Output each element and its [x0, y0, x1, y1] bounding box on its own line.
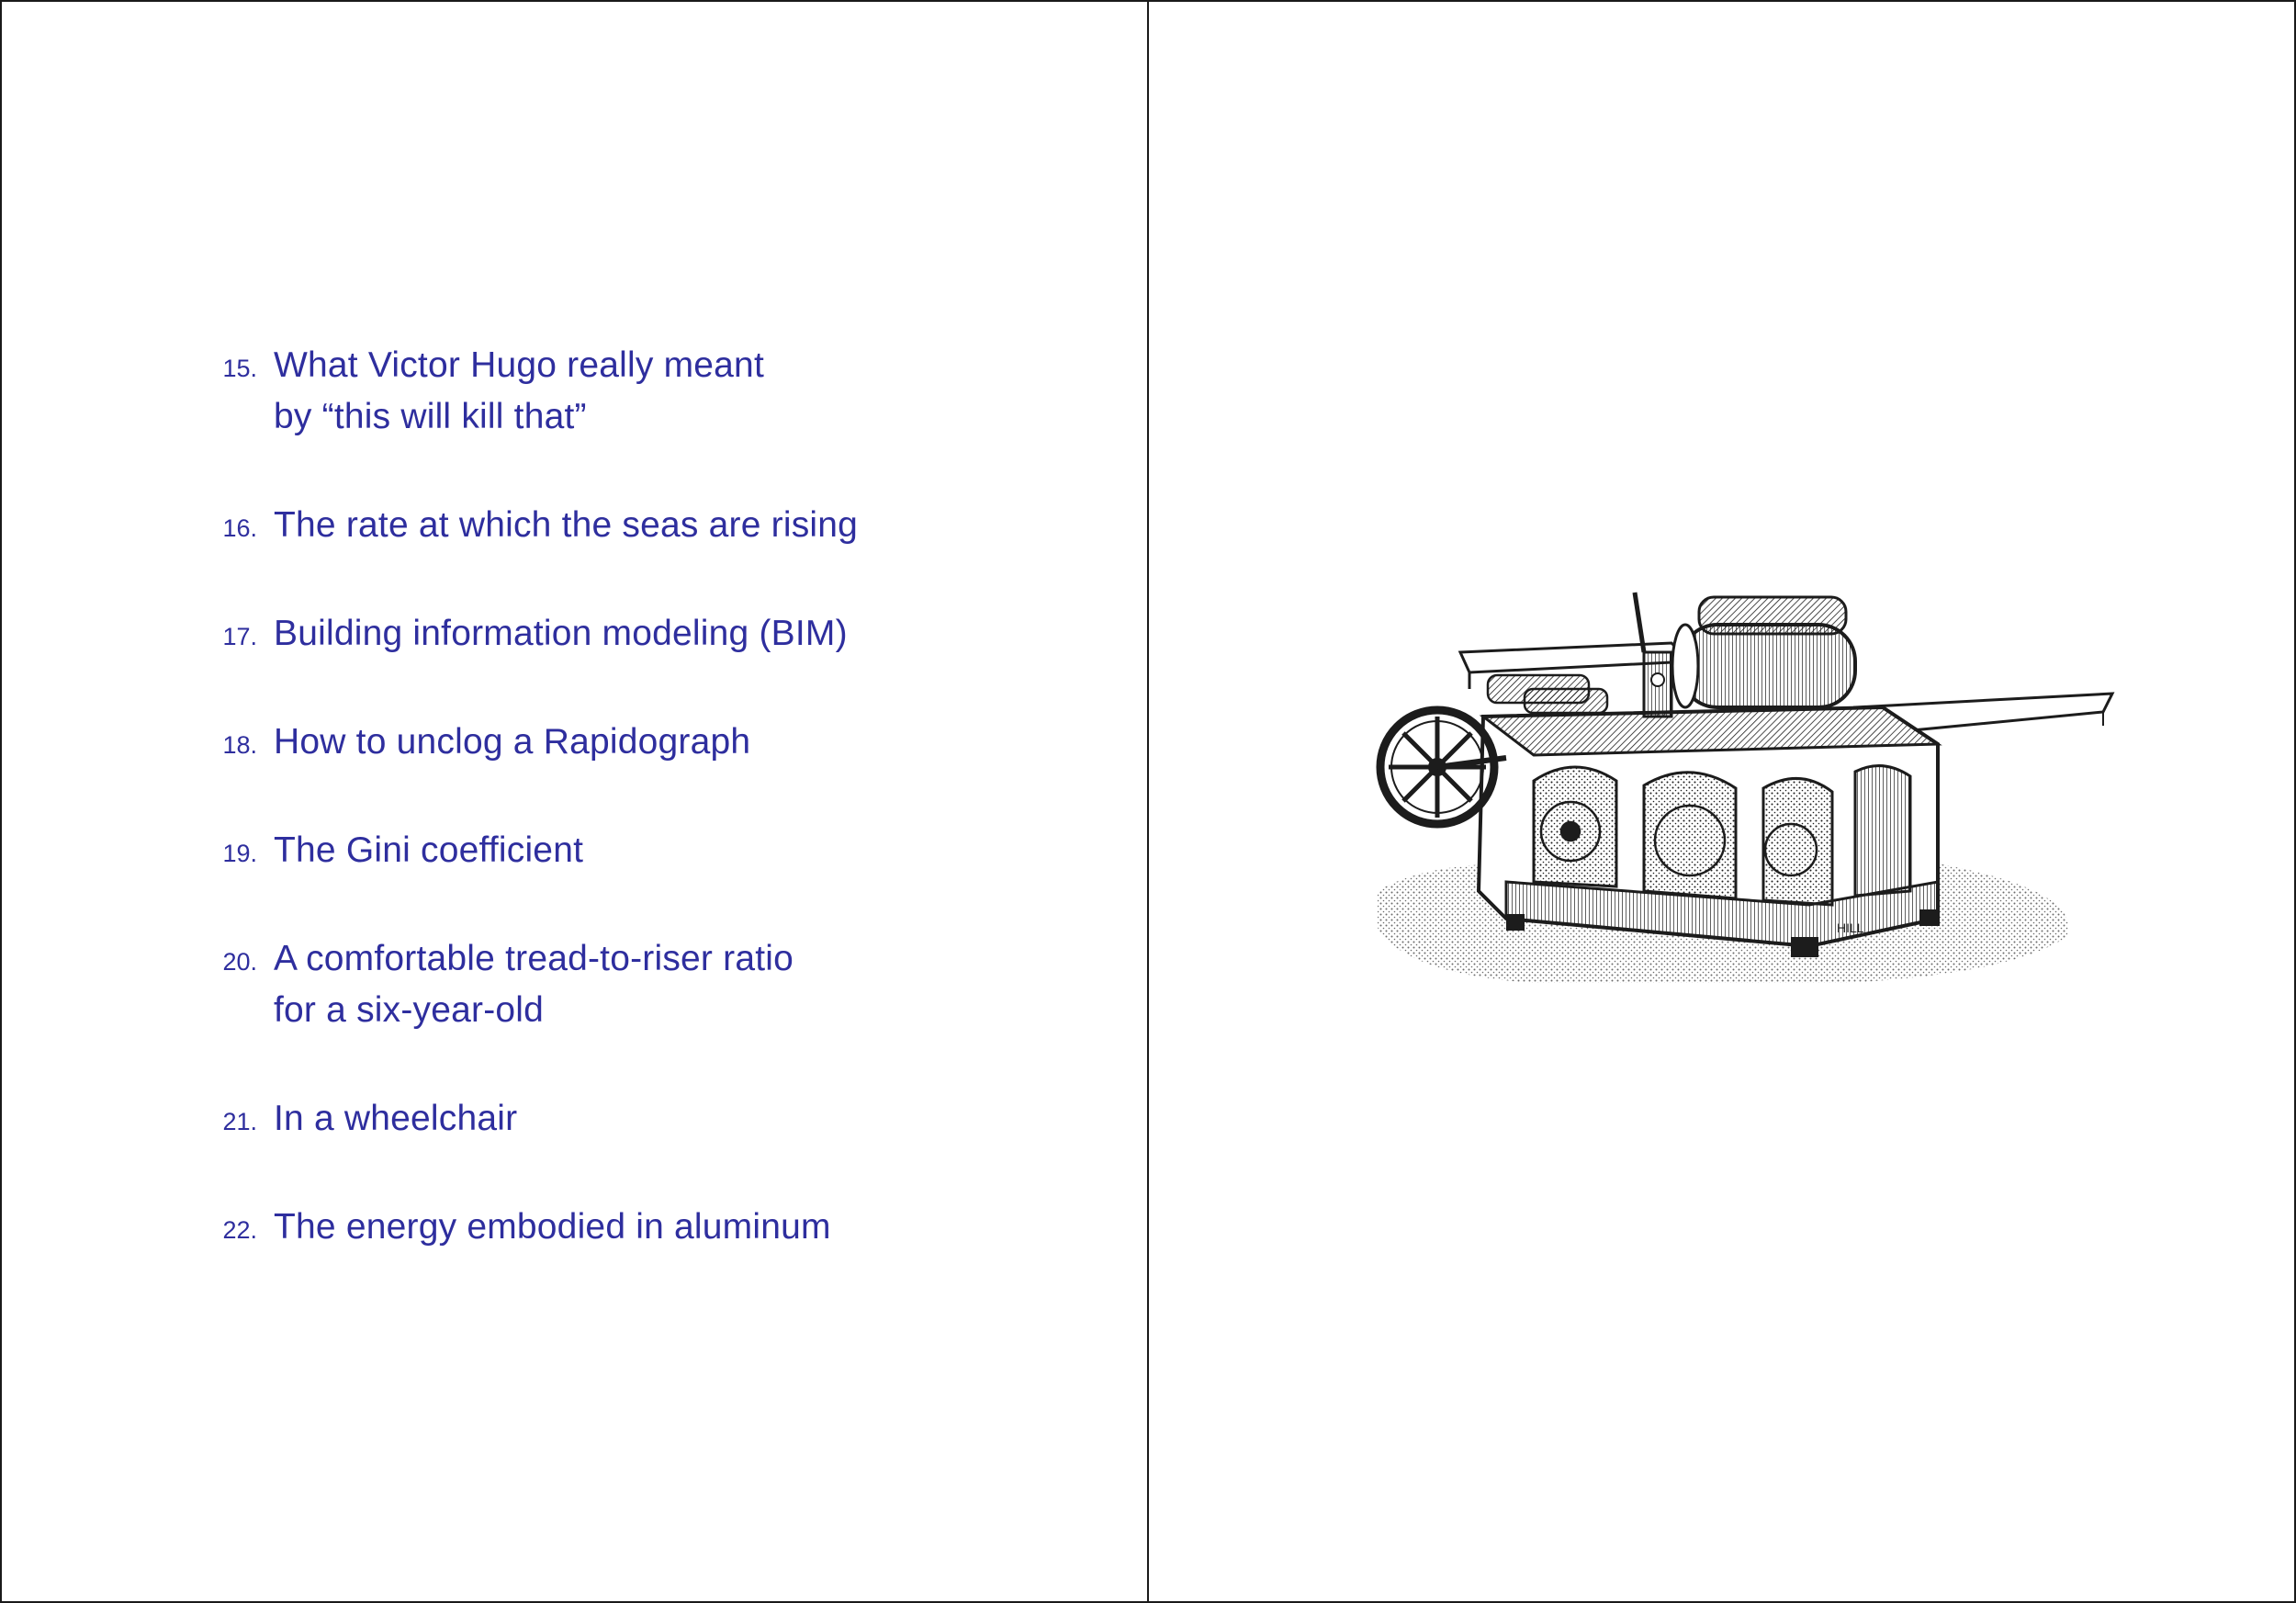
- printing-press-illustration: [1368, 588, 2122, 992]
- item-text: [274, 825, 1027, 876]
- item-text: [274, 1093, 1027, 1145]
- item-text-line: How to unclog a Rapidograph: [274, 722, 751, 762]
- item-text-line: In a wheelchair: [274, 1099, 518, 1138]
- item-number: 18.: [222, 731, 257, 759]
- item-number: 17.: [222, 623, 257, 650]
- item-text-line: by “this will kill that”: [274, 397, 587, 436]
- item-number: 15.: [222, 355, 257, 382]
- item-text: [274, 1202, 1027, 1253]
- item-text: [274, 933, 1027, 1036]
- item-number: 16.: [222, 514, 257, 542]
- item-text-line: The Gini coefficient: [274, 830, 584, 870]
- item-text-line: The rate at which the seas are rising: [274, 505, 859, 545]
- item-text-line: for a six-year-old: [274, 990, 545, 1030]
- engraver-mark: HILL: [1837, 920, 1864, 935]
- item-text: [274, 500, 1027, 551]
- item-number: 20.: [222, 948, 257, 976]
- item-number: 19.: [222, 840, 257, 867]
- item-number: 21.: [222, 1108, 257, 1135]
- item-text-line: A comfortable tread-to-riser ratio: [274, 939, 794, 978]
- item-text-line: What Victor Hugo really meant: [274, 345, 764, 385]
- item-text-line: The energy embodied in aluminum: [274, 1207, 831, 1247]
- item-text: [274, 340, 1027, 443]
- item-text: [274, 717, 1027, 768]
- item-text: [274, 608, 1027, 660]
- item-number: 22.: [222, 1216, 257, 1244]
- impression-cylinder: [1672, 597, 1855, 707]
- item-text-line: Building information modeling (BIM): [274, 614, 848, 653]
